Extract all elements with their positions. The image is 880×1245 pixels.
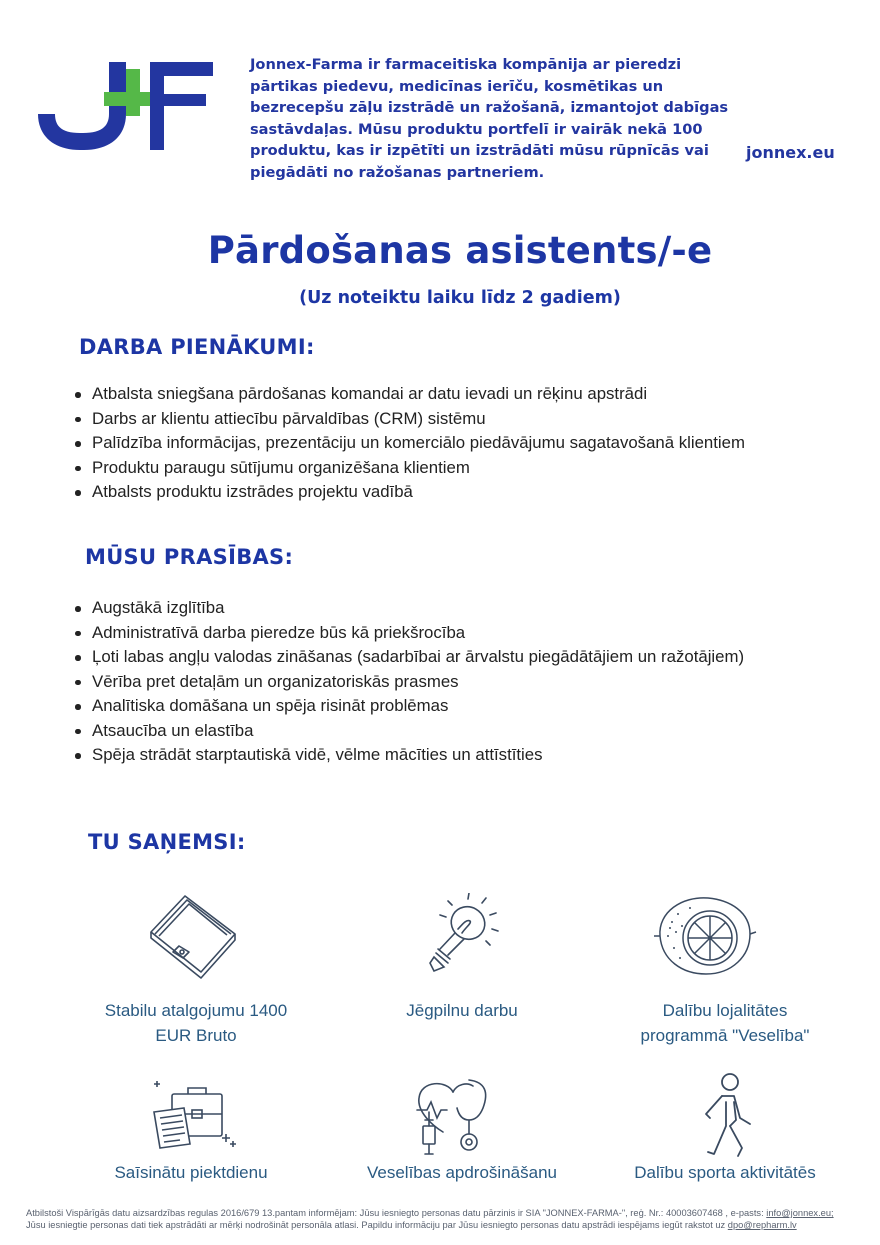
benefit-short-friday	[81, 1161, 301, 1186]
duties-heading: DARBA PIENĀKUMI:	[79, 335, 315, 359]
list-item: Ļoti labas angļu valodas zināšanas (sadarbībai ar ārvalstu piegādātājiem un ražotājiem)	[75, 645, 744, 670]
benefit-meaningful-work	[352, 999, 572, 1024]
walking-person-icon	[696, 1072, 756, 1160]
benefit-label-line1: Dalību lojalitātes	[662, 1001, 788, 1020]
privacy-footer	[26, 1207, 852, 1231]
page-subtitle: (Uz noteiktu laiku līdz 2 gadiem)	[299, 288, 621, 308]
website-link[interactable]: jonnex.eu	[746, 143, 835, 162]
list-item: Analītiska domāšana un spēja risināt problēmas	[75, 694, 744, 719]
briefcase-icon	[150, 1080, 238, 1152]
wallet-icon	[143, 888, 243, 980]
lemon-icon	[652, 892, 760, 978]
list-item: Atsaucība un elastība	[75, 719, 744, 744]
benefit-health-insurance	[342, 1161, 582, 1186]
page-title: Pārdošanas asistents/-e	[207, 229, 713, 272]
benefit-label-line2: programmā "Veselība"	[640, 1025, 810, 1045]
jonnex-farma-logo	[38, 62, 213, 150]
list-item: Atbalsta sniegšana pārdošanas komandai ar datu ievadi un rēķinu apstrādi	[75, 382, 745, 407]
benefit-label-line1: Stabilu atalgojumu 1400	[104, 1001, 288, 1020]
list-item: Augstākā izglītība	[75, 596, 744, 621]
benefit-sports	[605, 1161, 845, 1186]
benefit-label-line2: EUR Bruto	[155, 1025, 237, 1045]
benefit-label-line1: Saīsinātu piektdienu	[114, 1163, 268, 1182]
requirements-heading: MŪSU PRASĪBAS:	[85, 545, 294, 569]
list-item: Vērība pret detaļām un organizatoriskās prasmes	[75, 670, 744, 695]
list-item: Administratīvā darba pieredze būs kā priekšrocība	[75, 621, 744, 646]
list-item: Produktu paraugu sūtījumu organizēšana klientiem	[75, 456, 745, 481]
footer-email-link[interactable]: dpo@repharm.lv	[727, 1220, 797, 1231]
health-stethoscope-icon	[413, 1076, 493, 1156]
footer-text: Jūsu iesniegtie personas dati tiek apstrādāti ar mērķi nodrošināt personāla atlasi. Papildu informāciju par Jūsu iesniegto personas datu apstrādi iespējams iegūt rakstot uz	[26, 1220, 726, 1231]
list-item: Atbalsts produktu izstrādes projektu vadībā	[75, 480, 745, 505]
benefit-label-line1: Veselības apdrošināšanu	[367, 1163, 557, 1182]
benefit-loyalty-program	[605, 999, 845, 1048]
requirements-list	[75, 596, 744, 768]
lightbulb-icon	[422, 893, 502, 977]
benefit-label-line1: Jēgpilnu darbu	[406, 1001, 518, 1020]
duties-list	[75, 382, 745, 505]
company-intro: Jonnex-Farma ir farmaceitiska kompānija ar pieredzi pārtikas piedevu, medicīnas ierīču, kosmētikas un bezrecepšu zāļu izstrādē un ražošanā, izmantojot dabīgas sastāvdaļas. Mūsu produktu portfelī ir vairāk nekā 100 produktu, kas ir izpētīti un izstrādāti mūsu rūpnīcās vai piegādāti no ražošanas partneriem.	[250, 56, 729, 181]
benefit-salary	[86, 999, 306, 1048]
footer-text: Atbilstoši Vispārīgās datu aizsardzības regulas 2016/679 13.pantam informējam: Jūsu iesniegto personas datu pārzinis ir SIA "JONNEX-FARMA-", reģ. Nr.: 40003607468 , e-pasts:	[26, 1208, 764, 1218]
list-item: Darbs ar klientu attiecību pārvaldības (CRM) sistēmu	[75, 407, 745, 432]
footer-email-link[interactable]: info@jonnex.eu;	[766, 1208, 834, 1218]
list-item: Spēja strādāt starptautiskā vidē, vēlme mācīties un attīstīties	[75, 743, 744, 768]
list-item: Palīdzība informācijas, prezentāciju un komerciālo piedāvājumu sagatavošanā klientiem	[75, 431, 745, 456]
benefits-heading: TU SAŅEMSI:	[88, 830, 246, 854]
benefit-label-line1: Dalību sporta aktivitātēs	[634, 1163, 816, 1182]
